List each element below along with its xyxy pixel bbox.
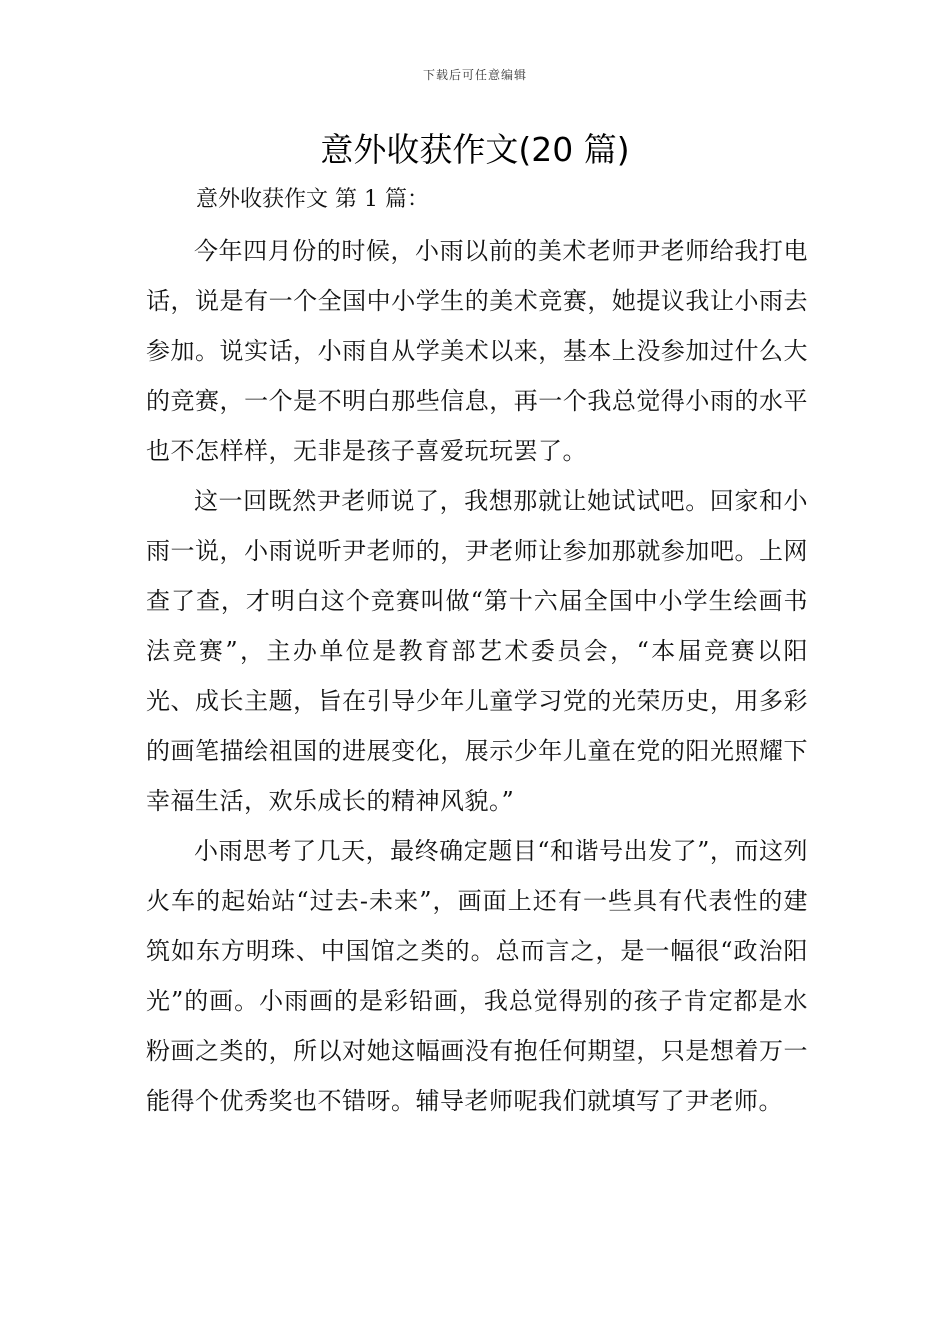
paragraph-2: 这一回既然尹老师说了，我想那就让她试试吧。回家和小雨一说，小雨说听尹老师的，尹老师让参加那就参加吧。上网查了查，才明白这个竞赛叫做“第十六届全国中小学生绘画书法竞赛”，主办单位是教育部艺术委员会，“本届竞赛以阳光、成长主题，旨在引导少年儿童学习党的光荣历史，用多彩的画笔描绘祖国的进展变化，展示少年儿童在党的阳光照耀下幸福生活，欢乐成长的精神风貌。” — [146, 487, 808, 815]
section-heading: 意外收获作文 第 1 篇： — [196, 187, 429, 212]
paragraph-3: 小雨思考了几天，最终确定题目“和谐号出发了”，而这列火车的起始站“过去-未来”，画面上还有一些具有代表性的建筑如东方明珠、中国馆之类的。总而言之，是一幅很“政治阳光”的画。小雨画的是彩铅画，我总觉得别的孩子肯定都是水粉画之类的，所以对她这幅画没有抱任何期望，只是想着万一能得个优秀奖也不错呀。辅导老师呢我们就填写了尹老师。 — [146, 837, 808, 1115]
paragraph-1: 今年四月份的时候，小雨以前的美术老师尹老师给我打电话，说是有一个全国中小学生的美术竞赛，她提议我让小雨去参加。说实话，小雨自从学美术以来，基本上没参加过什么大的竞赛，一个是不明白那些信息，再一个我总觉得小雨的水平也不怎样样，无非是孩子喜爱玩玩罢了。 — [146, 237, 808, 465]
document-body — [146, 226, 808, 1126]
header-note: 下载后可任意编辑 — [422, 68, 527, 82]
document-title: 意外收获作文(20 篇) — [320, 130, 630, 169]
